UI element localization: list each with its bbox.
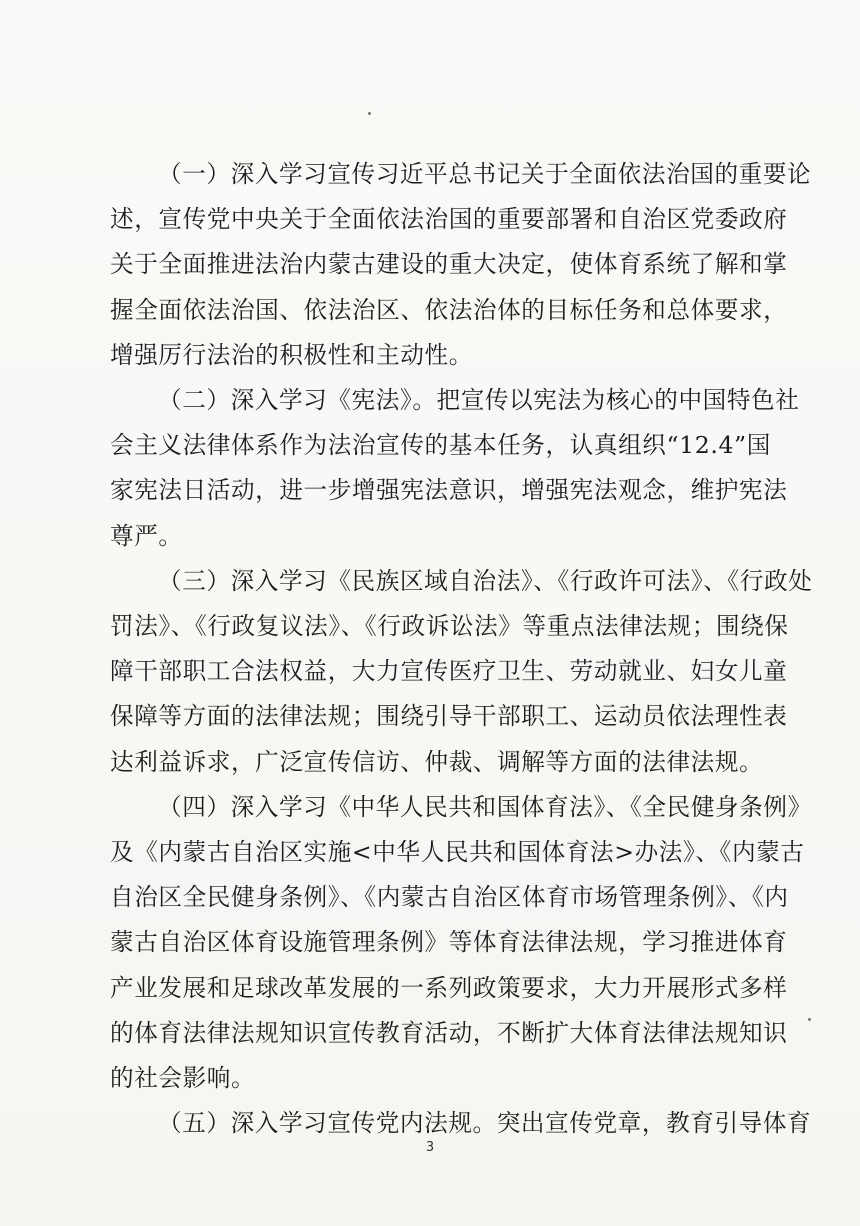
text-line: 的社会影响。 [110, 1064, 256, 1093]
paragraph-1 [110, 152, 812, 378]
document-body [110, 152, 813, 1146]
text-line: （三）深入学习《民族区域自治法》、《行政许可法》、《行政处 [158, 566, 813, 595]
scan-speck [808, 1018, 811, 1021]
text-line: 会主义法律体系作为法治宣传的基本任务，认真组织“12.4”国 [110, 431, 771, 460]
scan-speck [368, 112, 371, 115]
paragraph-2 [110, 378, 800, 559]
page-number: 3 [425, 1140, 435, 1155]
text-line: 蒙古自治区体育设施管理条例》等体育法律法规，学习推进体育 [110, 928, 788, 957]
text-line: 尊严。 [110, 521, 183, 550]
text-line: 家宪法日活动，进一步增强宪法意识，增强宪法观念，维护宪法 [110, 476, 788, 505]
text-line: （五）深入学习宣传党内法规。突出宣传党章，教育引导体育 [158, 1109, 812, 1138]
text-line: （一）深入学习宣传习近平总书记关于全面依法治国的重要论 [158, 160, 812, 188]
text-line: 罚法》、《行政复议法》、《行政诉讼法》等重点法律法规；围绕保 [110, 612, 789, 641]
text-line: （二）深入学习《宪法》。把宣传以宪法为核心的中国特色社 [158, 386, 800, 415]
text-line: 保障等方面的法律法规；围绕引导干部职工、运动员依法理性表 [110, 702, 788, 731]
text-line: 达利益诉求，广泛宣传信访、仲裁、调解等方面的法律法规。 [110, 747, 764, 776]
paragraph-4 [110, 785, 812, 1101]
text-line: 障干部职工合法权益，大力宣传医疗卫生、劳动就业、妇女儿童 [110, 657, 788, 686]
text-line: 自治区全民健身条例》、《内蒙古自治区体育市场管理条例》、《内 [110, 883, 789, 912]
text-line: （四）深入学习《中华人民共和国体育法》、《全民健身条例》 [158, 792, 812, 821]
text-line: 增强厉行法治的积极性和主动性。 [110, 340, 473, 369]
text-line: 的体育法律法规知识宣传教育活动，不断扩大体育法律法规知识 [110, 1018, 788, 1047]
text-line: 握全面依法治国、依法治区、依法治体的目标任务和总体要求， [110, 295, 788, 324]
text-line: 关于全面推进法治内蒙古建设的重大决定，使体育系统了解和掌 [110, 250, 788, 279]
text-line: 及《内蒙古自治区实施<中华人民共和国体育法>办法》、《内蒙古 [110, 838, 805, 867]
text-line: 述，宣传党中央关于全面依法治国的重要部署和自治区党委政府 [110, 205, 788, 234]
paragraph-3 [110, 559, 813, 785]
text-line: 产业发展和足球改革发展的一系列政策要求，大力开展形式多样 [110, 973, 788, 1002]
